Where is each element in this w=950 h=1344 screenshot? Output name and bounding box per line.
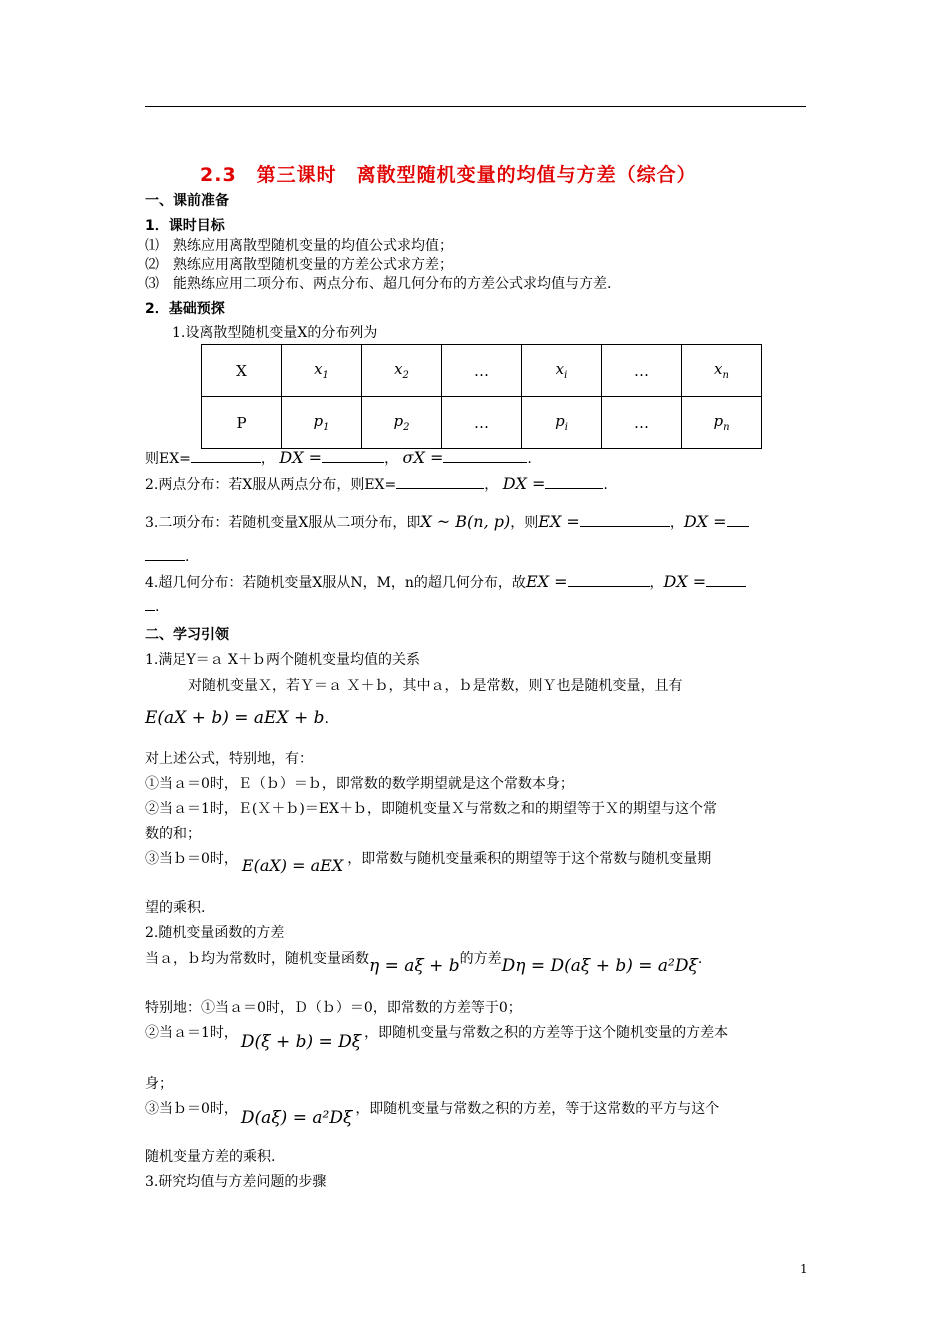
answer-blank[interactable] — [706, 574, 746, 587]
formula-line-4-cont — [145, 598, 159, 615]
text: . — [603, 477, 608, 493]
text: . — [185, 549, 190, 565]
table-cell: … — [602, 397, 682, 449]
lead-heading-2: 2.随机变量函数的方差 — [145, 925, 285, 941]
table-row — [202, 345, 762, 397]
table-cell: $x_i$ — [522, 345, 602, 397]
answer-blank[interactable] — [580, 514, 670, 527]
section-heading-2: 二、学习引领 — [145, 627, 229, 643]
header-rule — [145, 106, 806, 107]
math-dx: DX = — [502, 474, 546, 493]
text: ，即随机变量与常数之积的方差，等于这常数的平方与这个 — [355, 1101, 720, 1117]
lead-special-3 — [145, 1098, 720, 1128]
text: 则EX= — [145, 451, 191, 467]
lead-paragraph-1: 对随机变量Ｘ，若Ｙ＝ａ Ｘ＋ｂ，其中ａ，ｂ是常数，则Ｙ也是随机变量，且有 — [188, 678, 683, 694]
page-number: 1 — [800, 1262, 808, 1276]
distribution-table — [201, 344, 762, 449]
text: . — [527, 451, 532, 467]
formula-line-1 — [145, 448, 532, 468]
table-cell: $p_n$ — [682, 397, 762, 449]
subheading-preview: 2．基础预探 — [145, 301, 225, 317]
math-sigma-x: σX = — [402, 448, 444, 467]
answer-blank[interactable] — [727, 514, 749, 527]
answer-blank[interactable] — [191, 450, 261, 463]
text: . — [324, 711, 329, 727]
table-cell: … — [602, 345, 682, 397]
lead-case-3-cont: 望的乘积. — [145, 900, 206, 916]
subheading-goals: 1．课时目标 — [145, 218, 225, 234]
goal-3: ⑶ 能熟练应用二项分布、两点分布、超几何分布的方差公式求均值与方差. — [145, 276, 612, 292]
formula-line-4 — [145, 572, 746, 592]
table-cell: … — [442, 397, 522, 449]
formula-line-3 — [145, 512, 749, 532]
math-dx: DX = — [663, 572, 707, 591]
lead-heading-3: 3.研究均值与方差问题的步骤 — [145, 1174, 327, 1190]
lead-special-2 — [145, 1022, 729, 1052]
goal-1: ⑴ 熟练应用离散型随机变量的均值公式求均值； — [145, 238, 453, 254]
answer-blank[interactable] — [443, 450, 527, 463]
lead-heading-1: 1.满足Y＝ａ X＋ｂ两个随机变量均值的关系 — [145, 652, 421, 668]
math-ex: EX = — [538, 512, 580, 531]
answer-blank[interactable] — [545, 476, 603, 489]
lead-case-3 — [145, 848, 712, 875]
lead-intro: 对上述公式，特别地，有： — [145, 751, 313, 767]
text: ， — [484, 477, 499, 493]
text: ②当ａ＝1时， — [145, 1025, 238, 1041]
math-d-a-xi: D(aξ) = a²Dξ — [240, 1108, 353, 1128]
text: ，则 — [510, 515, 539, 531]
table-cell: $x_1$ — [282, 345, 362, 397]
math-dx: DX = — [279, 448, 323, 467]
math-binomial: X ~ B(n, p) — [420, 512, 511, 531]
answer-blank[interactable] — [322, 450, 384, 463]
text: ③当ｂ＝0时， — [145, 1101, 238, 1117]
table-cell: $x_n$ — [682, 345, 762, 397]
text: ， — [669, 515, 684, 531]
lead-special-1: 特别地：①当ａ＝0时，Ｄ（ｂ）＝0，即常数的方差等于0； — [145, 1000, 522, 1016]
math-dx: DX = — [683, 512, 727, 531]
formula-expectation — [145, 708, 329, 728]
lead-special-3-cont: 随机变量方差的乘积. — [145, 1149, 276, 1165]
math-ex: EX = — [525, 572, 568, 591]
lead-special-2-cont: 身； — [145, 1076, 173, 1092]
math-expectation: E(aX + b) = aEX + b — [145, 708, 325, 728]
lead-case-1: ①当ａ＝0时，Ｅ（ｂ）＝ｂ，即常数的数学期望就是这个常数本身； — [145, 776, 574, 792]
lead-case-2: ②当ａ＝1时，Ｅ(Ｘ＋ｂ)＝EX＋ｂ，即随机变量Ｘ与常数之和的期望等于Ｘ的期望与这个常 — [145, 801, 718, 817]
goal-2: ⑵ 熟练应用离散型随机变量的方差公式求方差； — [145, 257, 453, 273]
answer-blank[interactable] — [145, 598, 155, 611]
text: ③当ｂ＝0时， — [145, 851, 238, 867]
table-cell: P — [202, 397, 282, 449]
text: ，即随机变量与常数之积的方差等于这个随机变量的方差本 — [364, 1025, 729, 1041]
formula-line-3-cont — [145, 548, 189, 565]
table-cell: $p_2$ — [362, 397, 442, 449]
table-cell: X — [202, 345, 282, 397]
math-eax: E(aX) = aEX — [241, 856, 344, 875]
answer-blank[interactable] — [396, 476, 484, 489]
answer-blank[interactable] — [145, 548, 185, 561]
text: 当ａ，ｂ均为常数时，随机变量函数 — [145, 951, 369, 967]
text: 2.两点分布：若X服从两点分布，则EX= — [145, 477, 397, 493]
text: 的方差 — [459, 951, 502, 967]
table-cell: $x_2$ — [362, 345, 442, 397]
text: ， — [260, 451, 275, 467]
math-d-eta: Dη = D(aξ + b) = a²Dξ — [501, 956, 698, 976]
math-d-xi-b: D(ξ + b) = Dξ — [240, 1032, 362, 1052]
table-cell: … — [442, 345, 522, 397]
table-row — [202, 397, 762, 449]
formula-line-2 — [145, 474, 608, 494]
page-title: 2.3 第三课时 离散型随机变量的均值与方差（综合） — [200, 164, 697, 186]
answer-blank[interactable] — [568, 574, 650, 587]
text: ， — [649, 575, 664, 591]
table-cell: $p_i$ — [522, 397, 602, 449]
text: 4.超几何分布：若随机变量X服从N，M，n的超几何分布，故 — [145, 575, 526, 591]
text: 3.二项分布：若随机变量X服从二项分布，即 — [145, 515, 421, 531]
text: . — [697, 951, 703, 967]
table-cell: $p_1$ — [282, 397, 362, 449]
math-eta: η = aξ + b — [369, 956, 460, 976]
text: . — [155, 599, 160, 615]
lead-variance-line — [145, 948, 703, 976]
section-heading-1: 一、课前准备 — [145, 193, 229, 209]
paragraph-distribution: 1.设离散型随机变量X的分布列为 — [172, 325, 378, 341]
lead-case-2-cont: 数的和； — [145, 826, 201, 842]
text: ， — [384, 451, 399, 467]
text: ，即常数与随机变量乘积的期望等于这个常数与随机变量期 — [347, 851, 712, 867]
